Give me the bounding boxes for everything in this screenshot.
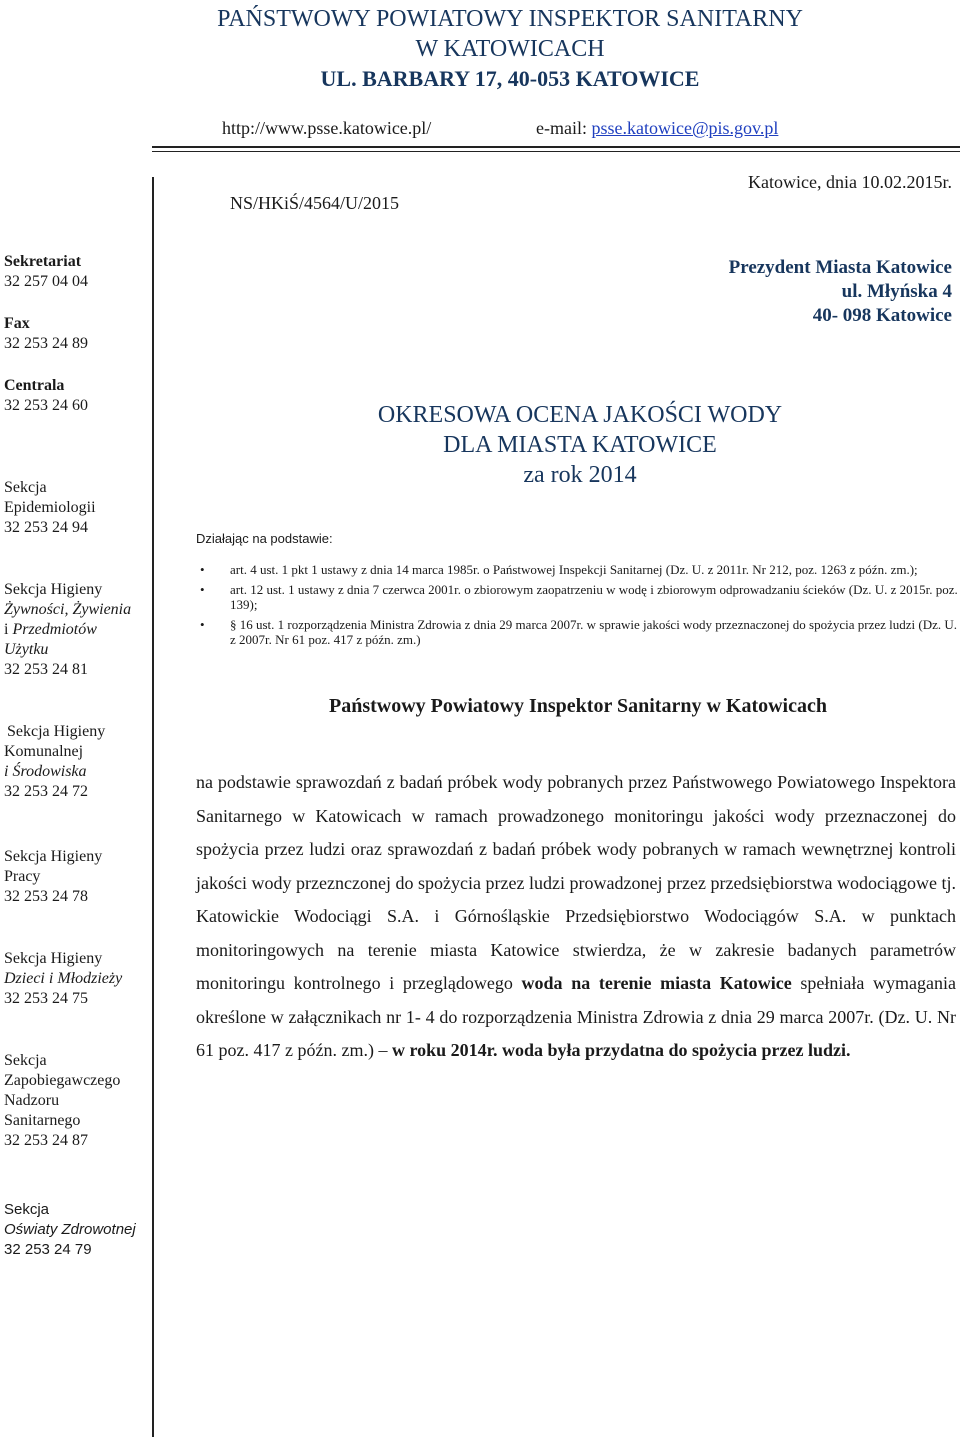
institution-name xyxy=(160,4,860,94)
osw-line2: Oświaty Zdrowotnej xyxy=(4,1221,136,1238)
document-title xyxy=(300,400,860,490)
recipient-address xyxy=(729,256,952,328)
osw-phone: 32 253 24 79 xyxy=(4,1241,92,1258)
institution-name-line2: W KATOWICACH xyxy=(415,36,605,62)
zyw-line2: Żywności, Żywienia xyxy=(4,601,132,618)
sidebar-komunalna xyxy=(4,722,152,802)
epid-phone: 32 253 24 94 xyxy=(4,519,88,536)
sidebar-zywnosc xyxy=(4,580,152,680)
email-line xyxy=(536,118,778,139)
zap-phone: 32 253 24 87 xyxy=(4,1132,88,1149)
sidebar-oswiata xyxy=(4,1200,152,1260)
pracy-phone: 32 253 24 78 xyxy=(4,888,88,905)
kom-line1: Sekcja Higieny xyxy=(7,723,106,740)
email-link[interactable]: psse.katowice@pis.gov.pl xyxy=(591,118,779,138)
body-bold-location: woda na terenie miasta Katowice xyxy=(521,973,792,993)
dzieci-line2: Dzieci i Młodzieży xyxy=(4,970,123,987)
body-text-part2: spełniała wymagania określone w załącznikach nr 1- 4 do rozporządzenia Ministra Zdrowia z dnia 29 marca 2007r. (Dz. U. Nr 61 poz. 417 z późn. zm.) – xyxy=(196,973,956,1060)
sekretariat-label: Sekretariat xyxy=(4,253,82,270)
zap-line1: Sekcja xyxy=(4,1052,47,1069)
acting-basis-label: Działając na podstawie: xyxy=(196,531,333,546)
bullet-icon: • xyxy=(200,582,205,597)
institution-address: UL. BARBARY 17, 40-053 KATOWICE xyxy=(320,66,700,91)
title-line1: OKRESOWA OCENA JAKOŚCI WODY xyxy=(377,402,783,428)
inspector-heading: Państwowy Powiatowy Inspektor Sanitarny w Katowicach xyxy=(329,695,827,717)
sidebar-sekretariat xyxy=(4,252,152,292)
pracy-line2: Pracy xyxy=(4,868,41,885)
epid-line2: Epidemiologii xyxy=(4,499,96,516)
header-rule xyxy=(152,146,960,148)
sekretariat-phone: 32 257 04 04 xyxy=(4,273,88,290)
fax-phone: 32 253 24 89 xyxy=(4,335,88,352)
zyw-line3b: Przedmiotów xyxy=(12,621,97,638)
body-bold-conclusion: w roku 2014r. woda była przydatna do spożycia przez ludzi. xyxy=(391,1040,851,1060)
zyw-line3 xyxy=(4,620,152,640)
legal-basis-text: § 16 ust. 1 rozporządzenia Ministra Zdrowia z dnia 29 marca 2007r. w sprawie jakości wody przeznaczonej do spożycia przez ludzi (Dz. U. z 2007r. Nr 61 poz. 417 z późn. zm.) xyxy=(230,617,958,647)
zap-line3: Nadzoru xyxy=(4,1092,60,1109)
body-text-part1: na podstawie sprawozdań z badań próbek wody pobranych przez Państwowego Powiatowego Inspektora Sanitarnego w Katowicach w ramach prowadzonego monitoringu jakości wody przeznaczonej do spożycia przez ludzi oraz sprawozdań z badań próbek wody pobranych w ramach wewnętrznej kontroli jakości wody przeznczonej do spożycia przez ludzi prowadzonej przez przedsiębiorstwa wodociągowe tj. Katowickie Wodociągi S.A. i Górnośląskie Przedsiębiorstwo Wodociągów S.A. w punktach monitoringowych na terenie miasta Katowice stwierdza, że w zakresie badanych parametrów monitoringu kontrolnego i przeglądowego xyxy=(196,772,956,993)
sidebar-centrala xyxy=(4,376,152,416)
sidebar-dzieci xyxy=(4,949,152,1009)
zap-line2: Zapobiegawczego xyxy=(4,1072,121,1089)
legal-basis-item xyxy=(196,617,960,647)
legal-basis-item xyxy=(196,582,960,612)
zap-line4: Sanitarnego xyxy=(4,1112,81,1129)
kom-phone: 32 253 24 72 xyxy=(4,783,88,800)
sidebar-zapobiegawczy xyxy=(4,1051,152,1151)
website-text[interactable]: http://www.psse.katowice.pl/ xyxy=(222,118,432,138)
dzieci-line1: Sekcja Higieny xyxy=(4,950,103,967)
bullet-icon: • xyxy=(200,562,205,577)
legal-basis-text: art. 12 ust. 1 ustawy z dnia 7 czerwca 2001r. o zbiorowym zaopatrzeniu w wodę i zbiorowym odprowadzaniu ścieków (Dz. U. z 2015r. poz. 139); xyxy=(230,582,958,612)
legal-basis-list xyxy=(196,562,960,652)
bullet-icon: • xyxy=(200,617,205,632)
sidebar-pracy xyxy=(4,847,152,907)
centrala-phone: 32 253 24 60 xyxy=(4,397,88,414)
assessment-body xyxy=(196,766,956,1068)
osw-line1: Sekcja xyxy=(4,1201,50,1218)
centrala-label: Centrala xyxy=(4,377,65,394)
zyw-line1: Sekcja Higieny xyxy=(4,581,103,598)
contact-sidebar xyxy=(4,252,152,1437)
fax-label: Fax xyxy=(4,315,30,332)
document-date: Katowice, dnia 10.02.2015r. xyxy=(748,172,952,192)
zyw-line4: Użytku xyxy=(4,641,49,658)
reference-number: NS/HKiŚ/4564/U/2015 xyxy=(230,193,400,213)
legal-basis-item xyxy=(196,562,960,577)
kom-line2: Komunalnej xyxy=(4,743,84,760)
header-rule-second xyxy=(152,151,960,152)
institution-name-line1: PAŃSTWOWY POWIATOWY INSPEKTOR SANITARNY xyxy=(217,6,803,32)
zyw-line3a: i xyxy=(4,621,13,638)
epid-line1: Sekcja xyxy=(4,479,47,496)
sidebar-fax xyxy=(4,314,152,354)
sidebar-epidemiologia xyxy=(4,478,152,538)
email-label: e-mail: xyxy=(536,118,587,138)
recipient-line1: Prezydent Miasta Katowice xyxy=(728,257,952,278)
website-link[interactable] xyxy=(222,118,431,139)
title-line3: za rok 2014 xyxy=(523,462,637,488)
kom-line3: i Środowiska xyxy=(4,763,87,780)
recipient-line2: ul. Młyńska 4 xyxy=(841,281,952,302)
title-line2: DLA MIASTA KATOWICE xyxy=(443,432,717,458)
legal-basis-text: art. 4 ust. 1 pkt 1 ustawy z dnia 14 marca 1985r. o Państwowej Inspekcji Sanitarnej (Dz. U. z 2011r. Nr 212, poz. 1263 z późn. zm.); xyxy=(230,562,918,577)
recipient-line3: 40- 098 Katowice xyxy=(812,305,952,326)
pracy-line1: Sekcja Higieny xyxy=(4,848,103,865)
zyw-phone: 32 253 24 81 xyxy=(4,661,88,678)
dzieci-phone: 32 253 24 75 xyxy=(4,990,88,1007)
sidebar-divider xyxy=(152,177,154,1437)
